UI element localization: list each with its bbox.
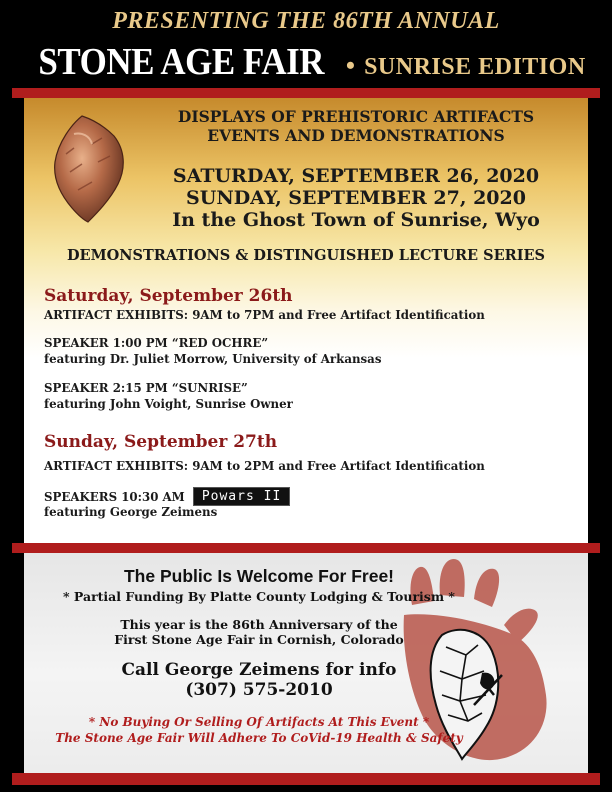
saturday-speaker-2: SPEAKER 2:15 PM “SUNRISE”: [44, 381, 248, 395]
arrowhead-icon: [52, 114, 128, 224]
sunday-exhibits: ARTIFACT EXHIBITS: 9AM to 2PM and Free Artifact Identification: [44, 459, 485, 473]
saturday-speaker-2-featuring: featuring John Voight, Sunrise Owner: [44, 397, 293, 411]
sunday-heading: Sunday, September 27th: [44, 432, 278, 452]
header-presenting: PRESENTING THE 86TH ANNUAL: [112, 8, 500, 34]
header-bullet: •: [345, 51, 355, 80]
covid-warning: The Stone Age Fair Will Adhere To CoVid-19 Health & Safety: [55, 731, 463, 745]
contact-line: Call George Zeimens for info: [121, 660, 397, 680]
sunday-speakers-label: SPEAKERS 10:30 AM: [44, 490, 185, 504]
page-title: STONE AGE FAIR: [38, 41, 325, 83]
header-title-row: [0, 40, 612, 84]
sunday-speakers: [44, 487, 290, 506]
no-selling-warning: * No Buying Or Selling Of Artifacts At This Event *: [88, 715, 430, 729]
anniversary-line-2: First Stone Age Fair in Cornish, Colorado: [114, 632, 404, 647]
top-divider: [12, 88, 600, 98]
contact-phone: (307) 575-2010: [185, 680, 333, 700]
event-date-saturday: SATURDAY, SEPTEMBER 26, 2020: [172, 165, 540, 187]
header-edition: SUNRISE EDITION: [364, 54, 586, 80]
event-location: In the Ghost Town of Sunrise, Wyo: [172, 209, 540, 231]
lecture-series-heading: DEMONSTRATIONS & DISTINGUISHED LECTURE SERIES: [66, 247, 545, 264]
saturday-heading: Saturday, September 26th: [44, 286, 293, 306]
sunday-speakers-featuring: featuring George Zeimens: [44, 505, 218, 519]
funding-note: * Partial Funding By Platte County Lodging & Tourism *: [63, 589, 455, 604]
displays-line-2: EVENTS AND DEMONSTRATIONS: [207, 126, 505, 145]
bottom-divider: [12, 773, 600, 785]
saturday-speaker-1: SPEAKER 1:00 PM “RED OCHRE”: [44, 336, 269, 350]
event-date-sunday: SUNDAY, SEPTEMBER 27, 2020: [186, 187, 526, 209]
powars-logo: Powars II: [193, 487, 290, 506]
anniversary-line-1: This year is the 86th Anniversary of the: [120, 617, 398, 632]
welcome-headline: The Public Is Welcome For Free!: [123, 566, 395, 586]
saturday-speaker-1-featuring: featuring Dr. Juliet Morrow, University of Arkansas: [44, 352, 382, 366]
saturday-exhibits: ARTIFACT EXHIBITS: 9AM to 7PM and Free Artifact Identification: [44, 308, 485, 322]
displays-line-1: DISPLAYS OF PREHISTORIC ARTIFACTS: [177, 107, 535, 126]
middle-divider: [12, 543, 600, 553]
